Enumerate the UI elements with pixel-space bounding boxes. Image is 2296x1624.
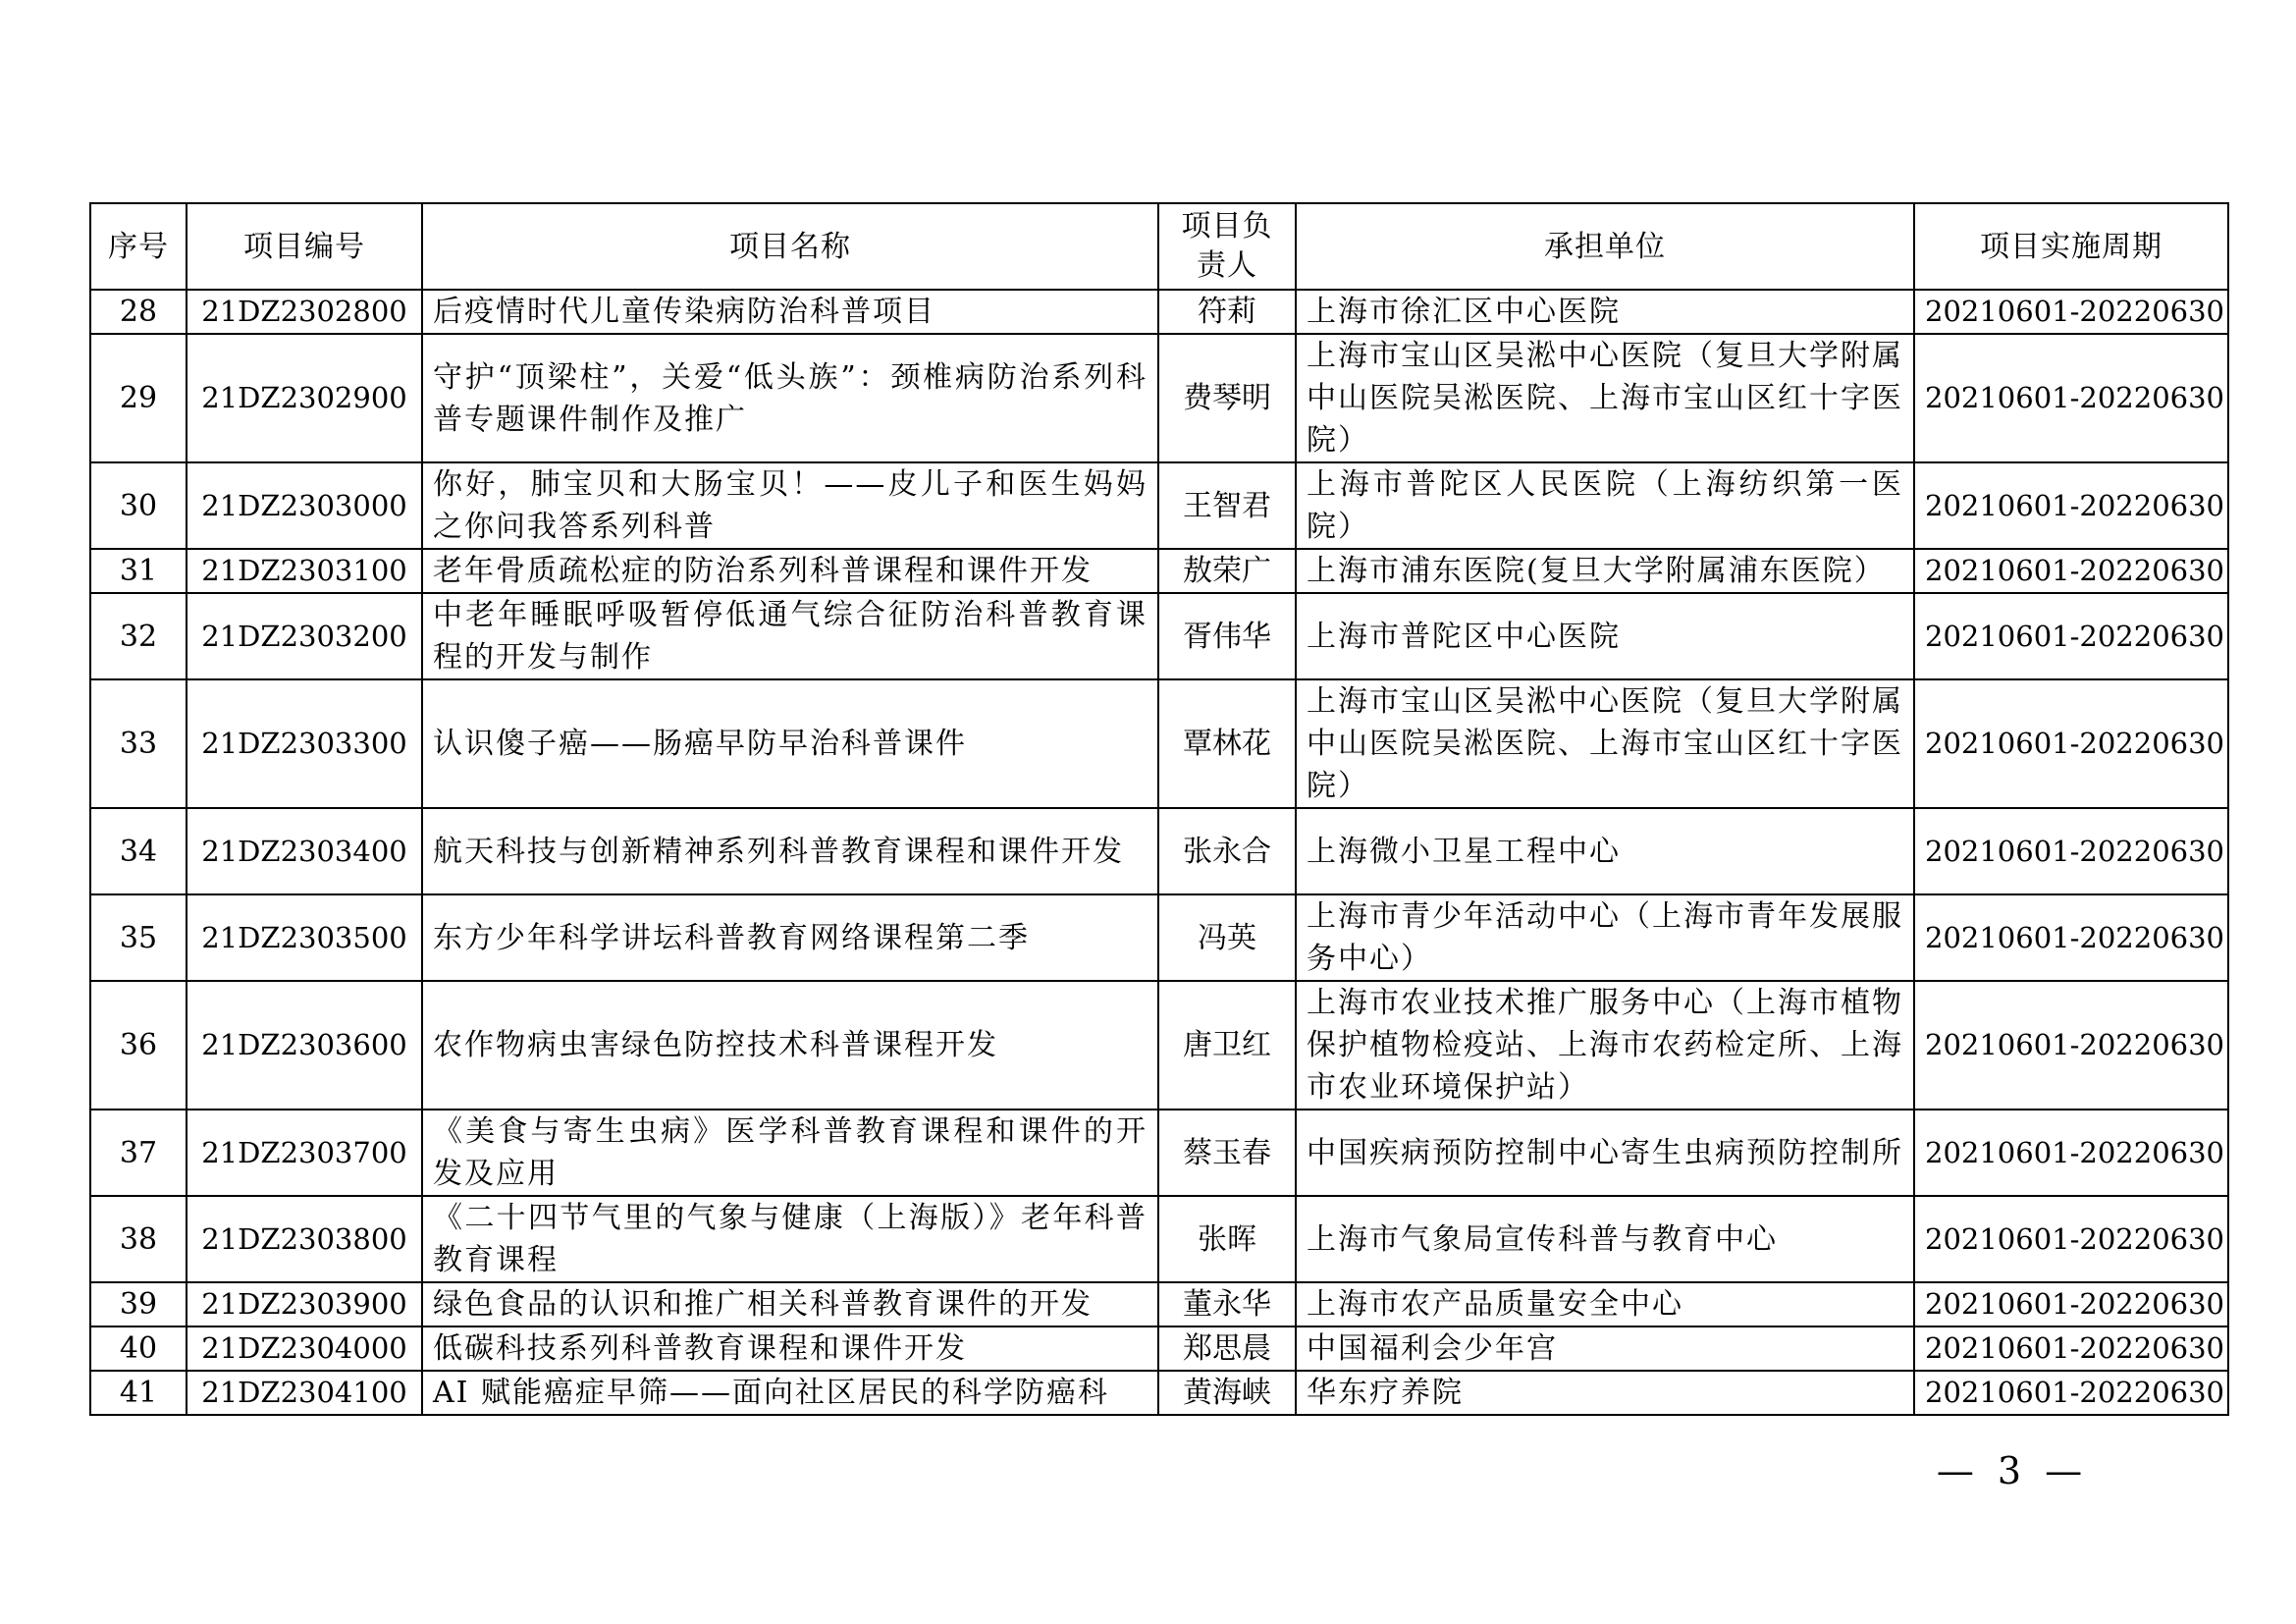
cell-lead: 黄海峡 (1158, 1371, 1296, 1415)
cell-name: 你好，肺宝贝和大肠宝贝！——皮儿子和医生妈妈之你问我答系列科普 (422, 462, 1158, 549)
cell-seq: 29 (90, 334, 187, 462)
cell-code: 21DZ2303900 (187, 1282, 422, 1326)
cell-seq: 34 (90, 808, 187, 894)
cell-seq: 36 (90, 981, 187, 1110)
cell-unit: 上海市青少年活动中心（上海市青年发展服务中心） (1296, 894, 1914, 981)
cell-seq: 41 (90, 1371, 187, 1415)
cell-name: 《美食与寄生虫病》医学科普教育课程和课件的开发及应用 (422, 1110, 1158, 1196)
table-row (90, 808, 2228, 894)
cell-unit: 上海市气象局宣传科普与教育中心 (1296, 1196, 1914, 1282)
cell-unit: 上海市宝山区吴淞中心医院（复旦大学附属中山医院吴淞医院、上海市宝山区红十字医院） (1296, 334, 1914, 462)
cell-code: 21DZ2303800 (187, 1196, 422, 1282)
cell-name: 《二十四节气里的气象与健康（上海版）》老年科普教育课程 (422, 1196, 1158, 1282)
cell-period: 20210601-20220630 (1914, 1371, 2228, 1415)
table-row (90, 894, 2228, 981)
cell-name: 老年骨质疏松症的防治系列科普课程和课件开发 (422, 549, 1158, 593)
cell-seq: 38 (90, 1196, 187, 1282)
table-row (90, 290, 2228, 334)
cell-seq: 40 (90, 1326, 187, 1371)
cell-lead: 费琴明 (1158, 334, 1296, 462)
cell-seq: 39 (90, 1282, 187, 1326)
cell-lead: 符莉 (1158, 290, 1296, 334)
header-seq: 序号 (90, 203, 187, 290)
cell-name: 航天科技与创新精神系列科普教育课程和课件开发 (422, 808, 1158, 894)
cell-code: 21DZ2303600 (187, 981, 422, 1110)
cell-period: 20210601-20220630 (1914, 679, 2228, 808)
cell-lead: 张永合 (1158, 808, 1296, 894)
cell-unit: 中国疾病预防控制中心寄生虫病预防控制所 (1296, 1110, 1914, 1196)
header-period: 项目实施周期 (1914, 203, 2228, 290)
cell-code: 21DZ2304000 (187, 1326, 422, 1371)
table-row (90, 981, 2228, 1110)
cell-period: 20210601-20220630 (1914, 1326, 2228, 1371)
cell-code: 21DZ2303100 (187, 549, 422, 593)
table-row (90, 334, 2228, 462)
cell-unit: 中国福利会少年宫 (1296, 1326, 1914, 1371)
cell-name: 认识傻子癌——肠癌早防早治科普课件 (422, 679, 1158, 808)
cell-seq: 32 (90, 593, 187, 679)
cell-period: 20210601-20220630 (1914, 462, 2228, 549)
cell-unit: 上海市农业技术推广服务中心（上海市植物保护植物检疫站、上海市农药检定所、上海市农业环境保护站） (1296, 981, 1914, 1110)
cell-name: 后疫情时代儿童传染病防治科普项目 (422, 290, 1158, 334)
cell-period: 20210601-20220630 (1914, 808, 2228, 894)
cell-code: 21DZ2302800 (187, 290, 422, 334)
table-row (90, 1110, 2228, 1196)
table-row (90, 1282, 2228, 1326)
cell-lead: 唐卫红 (1158, 981, 1296, 1110)
cell-unit: 上海市浦东医院(复旦大学附属浦东医院） (1296, 549, 1914, 593)
cell-unit: 上海市徐汇区中心医院 (1296, 290, 1914, 334)
cell-code: 21DZ2303400 (187, 808, 422, 894)
cell-code: 21DZ2303700 (187, 1110, 422, 1196)
cell-period: 20210601-20220630 (1914, 981, 2228, 1110)
table-row (90, 462, 2228, 549)
cell-name: AI 赋能癌症早筛——面向社区居民的科学防癌科 (422, 1371, 1158, 1415)
cell-period: 20210601-20220630 (1914, 894, 2228, 981)
cell-code: 21DZ2302900 (187, 334, 422, 462)
header-lead: 项目负责人 (1158, 203, 1296, 290)
cell-name: 绿色食品的认识和推广相关科普教育课件的开发 (422, 1282, 1158, 1326)
cell-seq: 31 (90, 549, 187, 593)
cell-lead: 郑思晨 (1158, 1326, 1296, 1371)
table-row (90, 1371, 2228, 1415)
cell-unit: 上海市普陀区中心医院 (1296, 593, 1914, 679)
cell-lead: 冯英 (1158, 894, 1296, 981)
cell-name: 农作物病虫害绿色防控技术科普课程开发 (422, 981, 1158, 1110)
project-table (89, 202, 2229, 1416)
cell-period: 20210601-20220630 (1914, 593, 2228, 679)
table-header-row (90, 203, 2228, 290)
cell-seq: 37 (90, 1110, 187, 1196)
cell-name: 守护“顶梁柱”，关爱“低头族”：颈椎病防治系列科普专题课件制作及推广 (422, 334, 1158, 462)
cell-lead: 敖荣广 (1158, 549, 1296, 593)
table-row (90, 593, 2228, 679)
cell-seq: 33 (90, 679, 187, 808)
cell-name: 低碳科技系列科普教育课程和课件开发 (422, 1326, 1158, 1371)
cell-seq: 28 (90, 290, 187, 334)
cell-lead: 王智君 (1158, 462, 1296, 549)
cell-name: 东方少年科学讲坛科普教育网络课程第二季 (422, 894, 1158, 981)
cell-lead: 覃林花 (1158, 679, 1296, 808)
cell-unit: 上海微小卫星工程中心 (1296, 808, 1914, 894)
header-name: 项目名称 (422, 203, 1158, 290)
cell-lead: 蔡玉春 (1158, 1110, 1296, 1196)
cell-seq: 35 (90, 894, 187, 981)
cell-unit: 上海市普陀区人民医院（上海纺织第一医院） (1296, 462, 1914, 549)
cell-code: 21DZ2303000 (187, 462, 422, 549)
table-row (90, 679, 2228, 808)
table-row (90, 549, 2228, 593)
table-row (90, 1196, 2228, 1282)
page-number: — 3 — (1936, 1449, 2089, 1492)
cell-unit: 上海市农产品质量安全中心 (1296, 1282, 1914, 1326)
cell-unit: 上海市宝山区吴淞中心医院（复旦大学附属中山医院吴淞医院、上海市宝山区红十字医院） (1296, 679, 1914, 808)
cell-lead: 胥伟华 (1158, 593, 1296, 679)
cell-period: 20210601-20220630 (1914, 1110, 2228, 1196)
cell-lead: 董永华 (1158, 1282, 1296, 1326)
cell-period: 20210601-20220630 (1914, 334, 2228, 462)
cell-name: 中老年睡眠呼吸暂停低通气综合征防治科普教育课程的开发与制作 (422, 593, 1158, 679)
cell-period: 20210601-20220630 (1914, 1282, 2228, 1326)
cell-unit: 华东疗养院 (1296, 1371, 1914, 1415)
cell-period: 20210601-20220630 (1914, 290, 2228, 334)
cell-code: 21DZ2303500 (187, 894, 422, 981)
cell-seq: 30 (90, 462, 187, 549)
cell-lead: 张晖 (1158, 1196, 1296, 1282)
header-unit: 承担单位 (1296, 203, 1914, 290)
cell-code: 21DZ2303300 (187, 679, 422, 808)
cell-code: 21DZ2304100 (187, 1371, 422, 1415)
cell-period: 20210601-20220630 (1914, 1196, 2228, 1282)
cell-code: 21DZ2303200 (187, 593, 422, 679)
header-code: 项目编号 (187, 203, 422, 290)
cell-period: 20210601-20220630 (1914, 549, 2228, 593)
table-row (90, 1326, 2228, 1371)
